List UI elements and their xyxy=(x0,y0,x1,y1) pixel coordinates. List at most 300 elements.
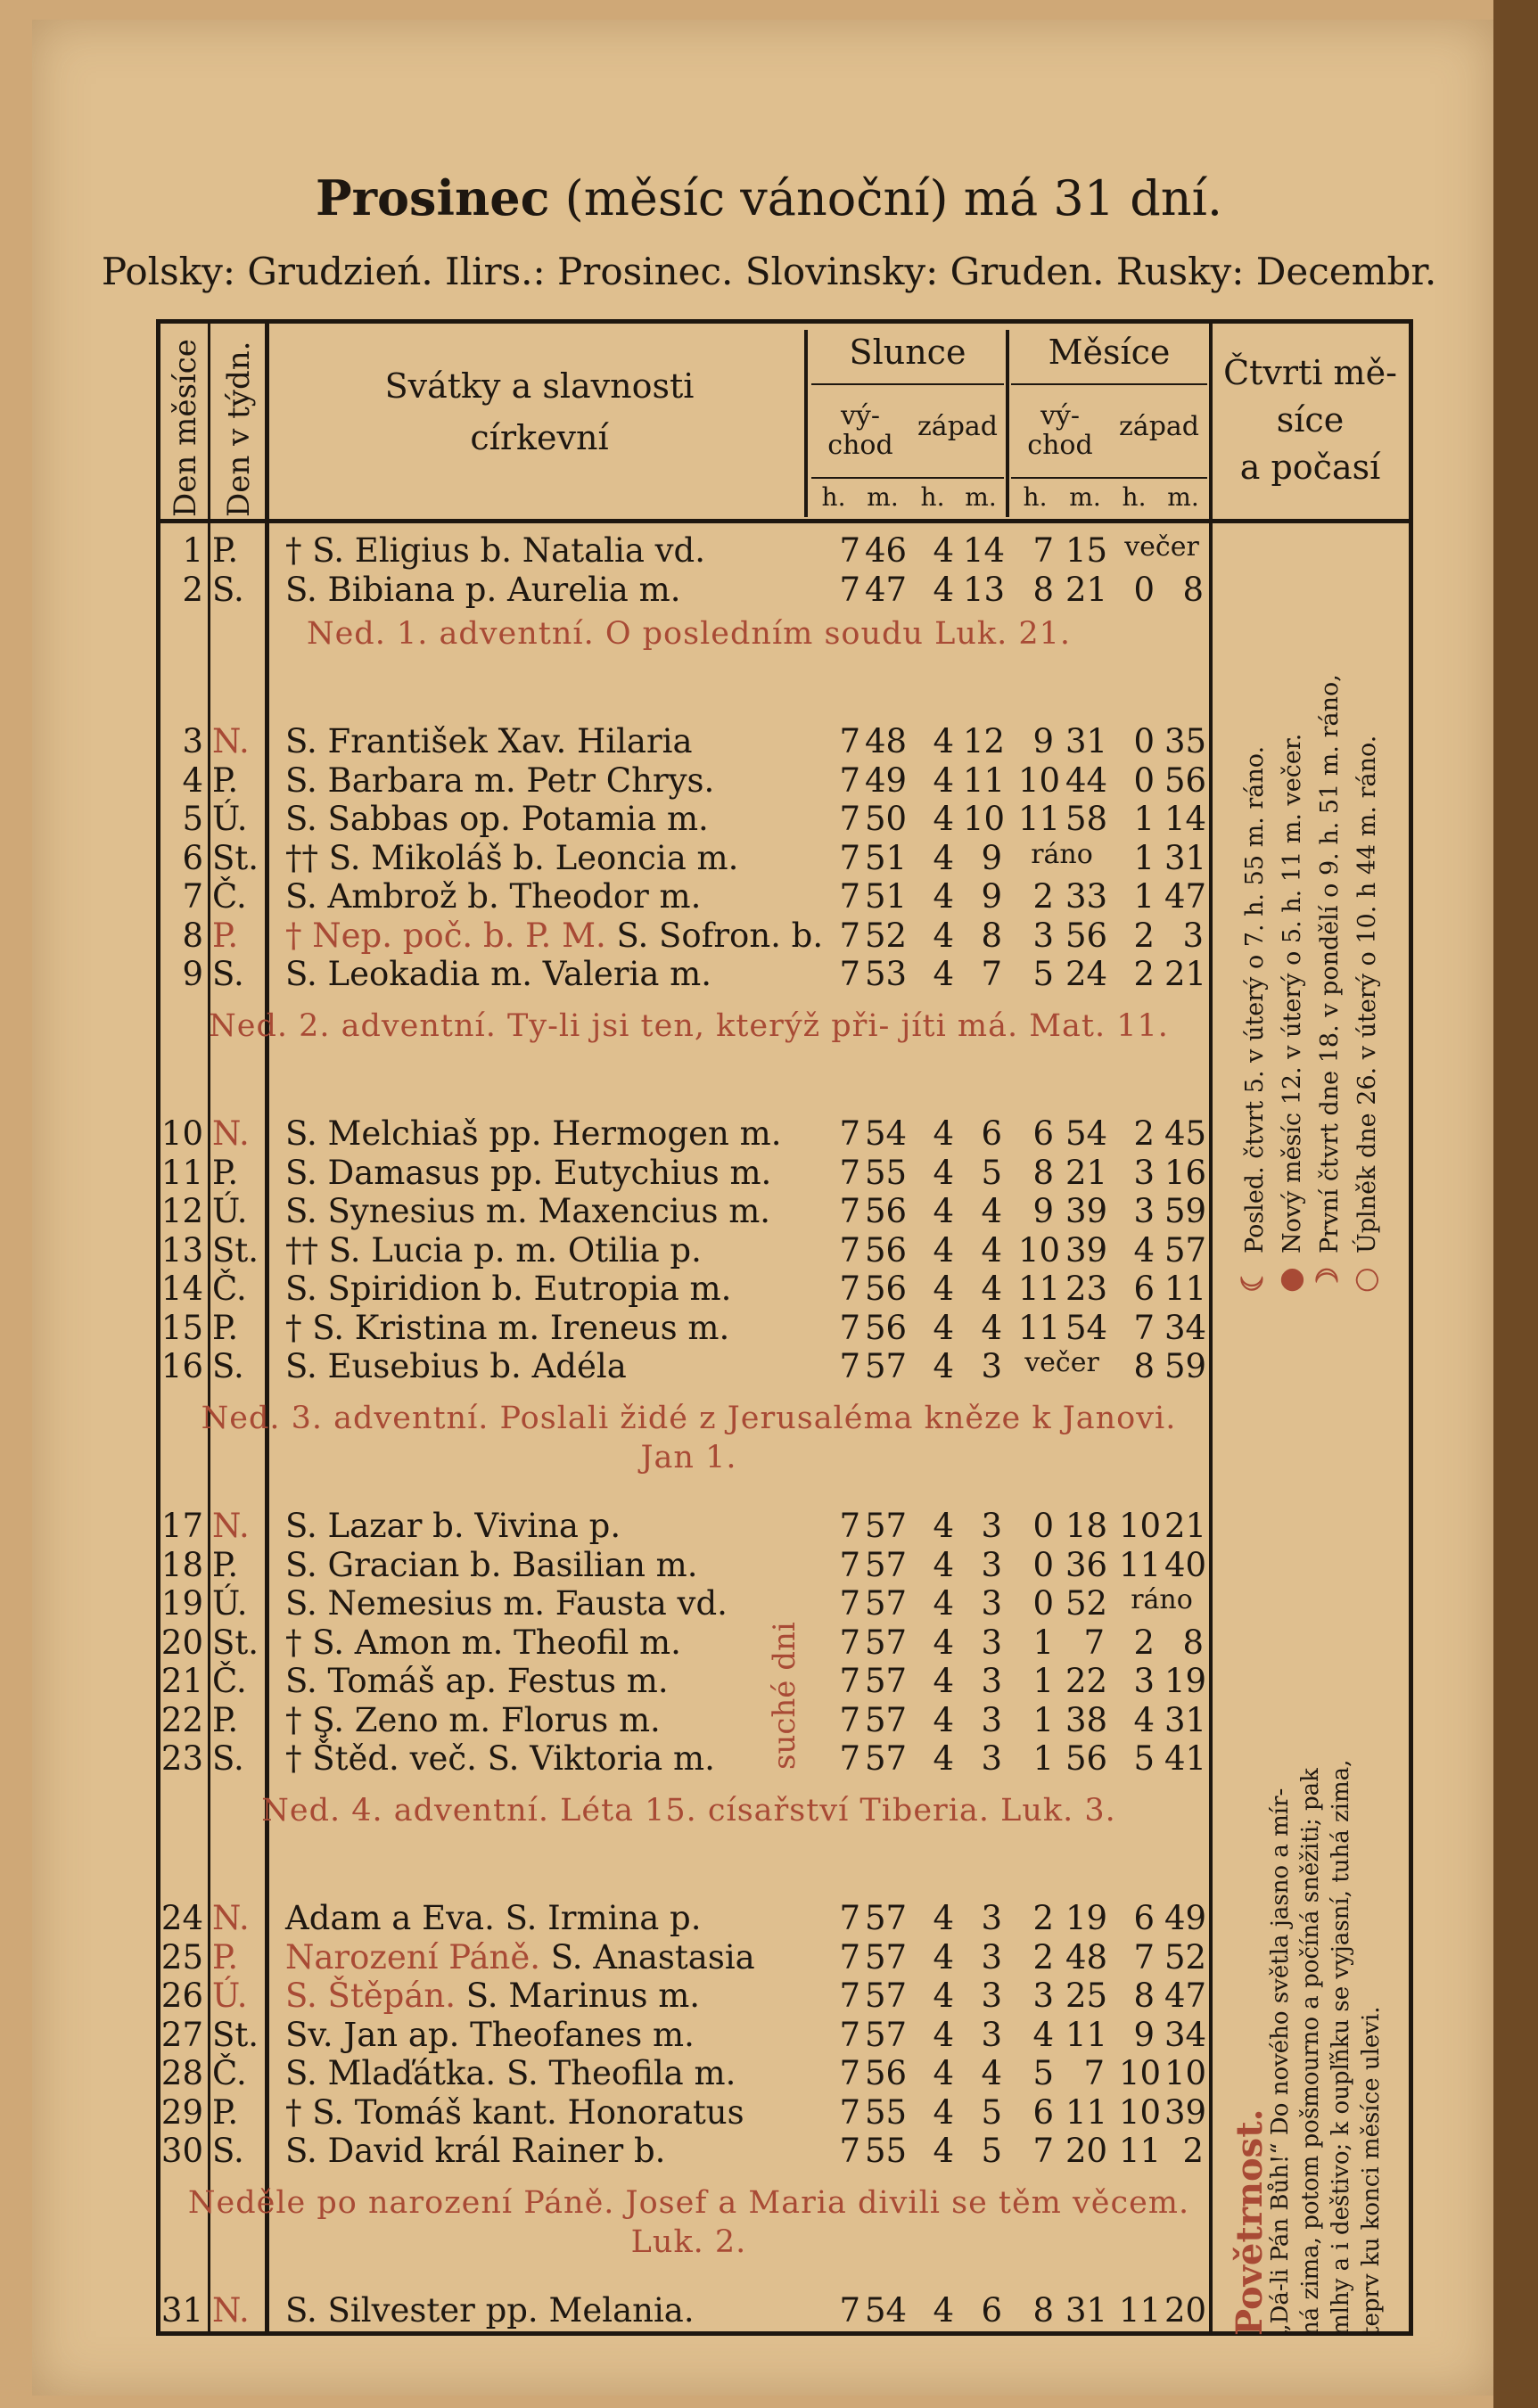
feast-name xyxy=(285,2016,695,2054)
day-number: 11 xyxy=(160,1153,203,1192)
sunday-note-2: Ned. 2. adventní. Ty-li jsi ten, kterýž při- jíti má. Mat. 11. xyxy=(209,1008,1169,1044)
day-number: 18 xyxy=(160,1545,203,1584)
sunset-minute: 9 xyxy=(981,877,1002,916)
feast-name xyxy=(285,1701,661,1739)
sunrise-hour: 7 xyxy=(839,1230,860,1270)
day-row xyxy=(160,1270,1210,1308)
moonset-hour: 7 xyxy=(1133,1308,1155,1347)
sunset-hour: 4 xyxy=(933,1662,954,1700)
sunrise-hour: 7 xyxy=(839,1545,860,1584)
sunset-minute: 3 xyxy=(981,1977,1002,2015)
moonset-hour: 0 xyxy=(1133,722,1155,760)
moonrise-minute: 52 xyxy=(1065,1584,1108,1623)
weekday: N. xyxy=(212,1899,250,1937)
moonrise-hour: 2 xyxy=(1032,877,1054,916)
header-moon-rise-1: vý- xyxy=(1040,400,1081,431)
feast-name-main: † S. Kristina m. Ireneus m. xyxy=(285,1308,730,1347)
weekday: St. xyxy=(212,1230,259,1270)
sunday-note-4: Ned. 4. adventní. Léta 15. císařství Tiberia. Luk. 3. xyxy=(261,1793,1116,1829)
feast-name-main: † S. Eligius b. Natalia vd. xyxy=(285,531,705,570)
moonrise-minute: 56 xyxy=(1065,1739,1108,1778)
weather-line: „Dá-li Pán Bůh!“ Do nového světla jasno a mír- xyxy=(1267,1788,1294,2336)
sunset-hour: 4 xyxy=(933,1937,954,1977)
moonset-minute: 52 xyxy=(1164,1937,1207,1977)
moonset-minute: 10 xyxy=(1164,2054,1207,2092)
feast-name xyxy=(285,2093,744,2132)
moonrise-hour: 8 xyxy=(1032,570,1054,609)
sunrise-hour: 7 xyxy=(839,838,860,877)
sunset-minute: 5 xyxy=(981,2092,1002,2132)
sunrise-minute: 57 xyxy=(865,2015,908,2054)
sun-unit-rule xyxy=(811,477,1004,479)
feast-name xyxy=(285,1270,731,1308)
day-row xyxy=(160,2093,1210,2132)
moonset-word: večer xyxy=(1124,531,1199,563)
sunrise-minute: 57 xyxy=(865,1739,908,1778)
feast-name xyxy=(285,1584,728,1623)
sunrise-hour: 7 xyxy=(839,1899,860,1937)
moonset-minute: 11 xyxy=(1164,1270,1207,1308)
unit-h-3: h. xyxy=(1023,482,1048,512)
weekday: N. xyxy=(212,1507,250,1545)
moonset-minute: 2 xyxy=(1182,2132,1204,2170)
day-number: 13 xyxy=(160,1230,203,1270)
first-quarter-icon: ☽ xyxy=(1310,1266,1345,1293)
feast-name-second: S. Marinus m. xyxy=(465,1977,701,2015)
moonrise-hour: 0 xyxy=(1032,1584,1054,1623)
moonset-minute: 41 xyxy=(1164,1739,1207,1778)
header-svatky-line1: Svátky a slavnosti xyxy=(384,366,695,406)
sunset-hour: 4 xyxy=(933,1270,954,1308)
moonrise-minute: 36 xyxy=(1065,1545,1108,1584)
moonset-hour: 4 xyxy=(1133,1700,1155,1739)
moonset-minute: 19 xyxy=(1164,1662,1207,1700)
day-row xyxy=(160,1192,1210,1230)
sunrise-hour: 7 xyxy=(839,1739,860,1778)
phase-text: Nový měsíc 12. v úterý o 5. h. 11 m. večer. xyxy=(1279,733,1306,1253)
moonrise-minute: 48 xyxy=(1065,1937,1108,1977)
unit-m-3: m. xyxy=(1069,482,1101,512)
sunrise-minute: 57 xyxy=(865,1937,908,1977)
weekday: P. xyxy=(212,2092,239,2132)
feast-name xyxy=(285,1938,755,1977)
moonrise-minute: 18 xyxy=(1065,1507,1108,1545)
sunset-minute: 3 xyxy=(981,1584,1002,1623)
feast-name-second: S. Sofron. b. xyxy=(616,916,824,955)
sunrise-minute: 51 xyxy=(865,877,908,916)
moonset-hour: 4 xyxy=(1133,1230,1155,1270)
weekday: Ú. xyxy=(212,1192,248,1230)
sunrise-hour: 7 xyxy=(839,1153,860,1192)
feast-name xyxy=(285,1114,781,1153)
moon-unit-rule xyxy=(1011,477,1207,479)
weekday: N. xyxy=(212,1114,250,1153)
feast-name-main: S. Leokadia m. Valeria m. xyxy=(285,955,712,993)
day-number: 27 xyxy=(160,2015,203,2054)
sunset-hour: 4 xyxy=(933,955,954,993)
sunrise-minute: 46 xyxy=(865,531,908,570)
feast-name xyxy=(285,839,738,877)
phase-text: Posled. čtvrt 5. v úterý o 7. h. 55 m. ráno. xyxy=(1241,745,1269,1253)
moonrise-hour: 2 xyxy=(1032,1937,1054,1977)
weekday: Č. xyxy=(212,1662,247,1700)
moon-sub-rule xyxy=(1011,383,1207,385)
sunrise-hour: 7 xyxy=(839,1584,860,1623)
moonset-hour: 10 xyxy=(1119,2092,1162,2132)
moonset-hour: 11 xyxy=(1119,2132,1162,2170)
day-row xyxy=(160,1114,1210,1153)
moonrise-minute: 33 xyxy=(1065,877,1108,916)
sunrise-minute: 47 xyxy=(865,570,908,609)
day-row xyxy=(160,571,1210,609)
sunrise-hour: 7 xyxy=(839,1270,860,1308)
sunrise-hour: 7 xyxy=(839,1937,860,1977)
day-row xyxy=(160,1701,1210,1739)
sunrise-hour: 7 xyxy=(839,1507,860,1545)
day-number: 22 xyxy=(160,1700,203,1739)
day-row xyxy=(160,2016,1210,2054)
moonrise-minute: 54 xyxy=(1065,1308,1108,1347)
moonset-minute: 21 xyxy=(1164,955,1207,993)
sunrise-hour: 7 xyxy=(839,877,860,916)
sunset-minute: 3 xyxy=(981,1899,1002,1937)
sunset-minute: 9 xyxy=(981,838,1002,877)
weekday: P. xyxy=(212,531,239,570)
sunrise-hour: 7 xyxy=(839,1114,860,1153)
moonrise-minute: 7 xyxy=(1083,1623,1105,1662)
sunset-minute: 4 xyxy=(981,1270,1002,1308)
sunrise-minute: 55 xyxy=(865,2092,908,2132)
day-row xyxy=(160,2132,1210,2170)
sunset-minute: 13 xyxy=(963,570,1006,609)
moonset-minute: 21 xyxy=(1164,1507,1207,1545)
sunrise-hour: 7 xyxy=(839,1192,860,1230)
sunset-hour: 4 xyxy=(933,2132,954,2170)
moonset-minute: 34 xyxy=(1164,1308,1207,1347)
moonrise-hour: 0 xyxy=(1032,1545,1054,1584)
sunrise-minute: 49 xyxy=(865,760,908,800)
moonrise-word: večer xyxy=(1024,1347,1099,1378)
moonset-hour: 0 xyxy=(1133,570,1155,609)
weekday: S. xyxy=(212,1739,244,1778)
sunset-hour: 4 xyxy=(933,1739,954,1778)
sunset-hour: 4 xyxy=(933,1545,954,1584)
day-row xyxy=(160,1938,1210,1977)
day-number: 25 xyxy=(160,1937,203,1977)
sunset-hour: 4 xyxy=(933,877,954,916)
sunset-hour: 4 xyxy=(933,2092,954,2132)
sunrise-hour: 7 xyxy=(839,1308,860,1347)
sun-sub-rule xyxy=(811,383,1004,385)
moonset-hour: 10 xyxy=(1119,2054,1162,2092)
col-rule-sun xyxy=(804,330,808,517)
feast-name xyxy=(285,877,701,916)
sunday-note-3: Ned. 3. adventní. Poslali židé z Jerusaléma kněze k Janovi. Jan 1. xyxy=(201,1401,1177,1475)
day-row xyxy=(160,1584,1210,1623)
sunset-hour: 4 xyxy=(933,2015,954,2054)
weekday: Ú. xyxy=(212,1584,248,1623)
day-number: 6 xyxy=(182,838,203,877)
sunset-minute: 5 xyxy=(981,1153,1002,1192)
weather-forecast xyxy=(1229,1759,1386,2336)
moonset-minute: 39 xyxy=(1164,2092,1207,2132)
sunrise-hour: 7 xyxy=(839,2291,860,2330)
moonrise-minute: 22 xyxy=(1065,1662,1108,1700)
moonrise-minute: 23 xyxy=(1065,1270,1108,1308)
sunset-hour: 4 xyxy=(933,1507,954,1545)
header-sun-rise xyxy=(811,401,909,460)
day-row xyxy=(160,916,1210,955)
sunset-hour: 4 xyxy=(933,1153,954,1192)
moonset-hour: 1 xyxy=(1133,838,1155,877)
day-number: 3 xyxy=(182,722,203,760)
feast-name-main: S. Lazar b. Vivina p. xyxy=(285,1507,621,1545)
feast-name xyxy=(285,1192,770,1230)
sunrise-minute: 52 xyxy=(865,916,908,955)
sunrise-minute: 56 xyxy=(865,1270,908,1308)
moonset-minute: 45 xyxy=(1164,1114,1207,1153)
page-subtitle: Polsky: Grudzień. Ilirs.: Prosinec. Slovinsky: Gruden. Rusky: Decembr. xyxy=(101,250,1437,293)
moonrise-minute: 21 xyxy=(1065,1153,1108,1192)
sunset-minute: 4 xyxy=(981,1192,1002,1230)
weekday: P. xyxy=(212,760,239,800)
moonset-hour: 9 xyxy=(1133,2015,1155,2054)
feast-name-main: †† S. Mikoláš b. Leoncia m. xyxy=(285,838,739,877)
sunrise-minute: 57 xyxy=(865,1347,908,1385)
sunday-note-5: Neděle po narození Páně. Josef a Maria divili se těm věcem. Luk. 2. xyxy=(187,2185,1190,2260)
weekday: S. xyxy=(212,1347,244,1385)
feast-name xyxy=(285,1154,771,1192)
feast-name-main: Adam a Eva. S. Irmina p. xyxy=(285,1899,702,1937)
moonset-hour: 8 xyxy=(1133,1347,1155,1385)
feast-name xyxy=(285,1623,681,1662)
moonrise-minute: 11 xyxy=(1065,2015,1108,2054)
header-den-mesice: Den měsíce xyxy=(168,339,203,517)
weather-title: Povětrnost. xyxy=(1229,2108,1271,2336)
moonrise-minute: 56 xyxy=(1065,916,1108,955)
moonset-minute: 56 xyxy=(1164,760,1207,800)
weekday: Č. xyxy=(212,1270,247,1308)
moonset-minute: 35 xyxy=(1164,722,1207,760)
moonset-hour: 2 xyxy=(1133,916,1155,955)
moonrise-hour: 8 xyxy=(1032,2291,1054,2330)
header-bottom-rule xyxy=(156,519,1413,523)
sunset-minute: 8 xyxy=(981,916,1002,955)
sunset-hour: 4 xyxy=(933,838,954,877)
sunrise-hour: 7 xyxy=(839,760,860,800)
day-number: 21 xyxy=(160,1662,203,1700)
sunrise-hour: 7 xyxy=(839,2015,860,2054)
day-number: 31 xyxy=(160,2291,203,2330)
moonset-hour: 10 xyxy=(1119,1507,1162,1545)
day-number: 8 xyxy=(182,916,203,955)
day-row xyxy=(160,839,1210,877)
header-ctvrti-2: síce xyxy=(1276,400,1345,440)
sunrise-hour: 7 xyxy=(839,800,860,838)
sunrise-minute: 57 xyxy=(865,1623,908,1662)
moonset-hour: 6 xyxy=(1133,1270,1155,1308)
col-rule-moon xyxy=(1006,330,1009,517)
day-number: 12 xyxy=(160,1192,203,1230)
feast-name-main: †† S. Lucia p. m. Otilia p. xyxy=(285,1230,702,1270)
day-number: 9 xyxy=(182,955,203,993)
day-row xyxy=(160,1739,1210,1778)
feast-name xyxy=(285,1347,627,1385)
moonset-hour: 8 xyxy=(1133,1977,1155,2015)
moonset-hour: 11 xyxy=(1119,1545,1162,1584)
feast-name-main: S. Melchiaš pp. Hermogen m. xyxy=(285,1114,782,1153)
feast-name-main: S. Synesius m. Maxencius m. xyxy=(285,1192,771,1230)
moonset-hour: 3 xyxy=(1133,1153,1155,1192)
header-moon-rise xyxy=(1011,401,1109,460)
weekday: P. xyxy=(212,1937,239,1977)
sunrise-minute: 57 xyxy=(865,1545,908,1584)
sunset-minute: 12 xyxy=(963,722,1006,760)
moonrise-hour: 6 xyxy=(1032,1114,1054,1153)
moonrise-hour: 4 xyxy=(1032,2015,1054,2054)
moonset-minute: 8 xyxy=(1182,570,1204,609)
feast-name-main: † S. Amon m. Theofil m. xyxy=(285,1623,681,1662)
day-row xyxy=(160,800,1210,838)
title-month: Prosinec xyxy=(315,169,550,226)
sunrise-minute: 56 xyxy=(865,1230,908,1270)
day-number: 16 xyxy=(160,1347,203,1385)
feast-name xyxy=(285,1309,729,1347)
moonrise-hour: 8 xyxy=(1032,1153,1054,1192)
feast-name xyxy=(285,722,693,760)
sunrise-hour: 7 xyxy=(839,916,860,955)
day-row xyxy=(160,1623,1210,1662)
day-number: 15 xyxy=(160,1308,203,1347)
sunrise-minute: 57 xyxy=(865,1977,908,2015)
moonset-minute: 59 xyxy=(1164,1347,1207,1385)
feast-name-main: S. Mlaďátka. S. Theofila m. xyxy=(285,2054,736,2092)
moonrise-hour: 5 xyxy=(1032,2054,1054,2092)
moonrise-word: ráno xyxy=(1031,838,1093,870)
moonrise-hour: 1 xyxy=(1032,1662,1054,1700)
moonset-minute: 34 xyxy=(1164,2015,1207,2054)
weather-line: mlhy a i deštivo; k oupľňku se vyjasní, tuhá zima, xyxy=(1328,1759,1354,2336)
feast-name-main: S. Sabbas op. Potamia m. xyxy=(285,800,709,838)
header-mesice: Měsíce xyxy=(1048,333,1171,372)
moonrise-hour: 5 xyxy=(1032,955,1054,993)
sunrise-hour: 7 xyxy=(839,1977,860,2015)
phase-last-quarter xyxy=(1235,674,1272,1293)
sunset-minute: 3 xyxy=(981,1545,1002,1584)
feast-name xyxy=(285,955,711,993)
moonset-hour: 2 xyxy=(1133,955,1155,993)
day-row xyxy=(160,1507,1210,1545)
sunrise-minute: 57 xyxy=(865,1700,908,1739)
sunset-minute: 3 xyxy=(981,1739,1002,1778)
moonset-hour: 2 xyxy=(1133,1114,1155,1153)
sunrise-minute: 56 xyxy=(865,1192,908,1230)
moonset-minute: 3 xyxy=(1182,916,1204,955)
sunrise-minute: 54 xyxy=(865,1114,908,1153)
unit-m-1: m. xyxy=(867,482,899,512)
sunrise-hour: 7 xyxy=(839,1347,860,1385)
unit-m-2: m. xyxy=(965,482,997,512)
header-ctvrti-3: a počasí xyxy=(1239,448,1381,488)
moonset-hour: 5 xyxy=(1133,1739,1155,1778)
moonset-minute: 31 xyxy=(1164,1700,1207,1739)
weekday: P. xyxy=(212,1700,239,1739)
book-spine xyxy=(1493,0,1538,2408)
day-number: 4 xyxy=(182,760,203,800)
sunrise-minute: 56 xyxy=(865,1308,908,1347)
moonrise-minute: 54 xyxy=(1065,1114,1108,1153)
sunrise-minute: 57 xyxy=(865,1584,908,1623)
day-row xyxy=(160,1309,1210,1347)
weekday: S. xyxy=(212,955,244,993)
moonrise-hour: 1 xyxy=(1032,1623,1054,1662)
moonrise-hour: 0 xyxy=(1032,1507,1054,1545)
day-row xyxy=(160,877,1210,916)
feast-name-main: S. Eusebius b. Adéla xyxy=(285,1347,627,1385)
feast-name-main: S. Spiridion b. Eutropia m. xyxy=(285,1270,732,1308)
day-row xyxy=(160,1662,1210,1700)
feast-name-main: † S. Tomáš kant. Honoratus xyxy=(285,2092,744,2132)
weekday: Č. xyxy=(212,877,247,916)
day-row xyxy=(160,955,1210,993)
phase-first-quarter xyxy=(1310,674,1347,1293)
sunrise-minute: 55 xyxy=(865,2132,908,2170)
page-title xyxy=(0,169,1538,226)
feast-name xyxy=(285,1231,702,1270)
sunset-minute: 3 xyxy=(981,1937,1002,1977)
feast-name-second: S. Anastasia xyxy=(550,1937,755,1977)
sunset-hour: 4 xyxy=(933,760,954,800)
weekday: Č. xyxy=(212,2054,247,2092)
day-row xyxy=(160,1347,1210,1385)
sunset-hour: 4 xyxy=(933,1308,954,1347)
sunset-hour: 4 xyxy=(933,722,954,760)
phase-full-moon xyxy=(1347,674,1385,1293)
header-den-tydne: Den v týdn. xyxy=(221,341,257,517)
sunrise-minute: 53 xyxy=(865,955,908,993)
feast-name xyxy=(285,800,709,838)
day-number: 20 xyxy=(160,1623,203,1662)
feast-name-main: S. Barbara m. Petr Chrys. xyxy=(285,760,715,800)
feast-name xyxy=(285,531,705,570)
moonset-hour: 7 xyxy=(1133,1937,1155,1977)
feast-name-main: S. Damasus pp. Eutychius m. xyxy=(285,1153,772,1192)
day-row xyxy=(160,1546,1210,1584)
moonrise-hour: 2 xyxy=(1032,1899,1054,1937)
sunrise-hour: 7 xyxy=(839,1662,860,1700)
moonrise-hour: 7 xyxy=(1032,531,1054,570)
sunset-minute: 3 xyxy=(981,1700,1002,1739)
day-number: 2 xyxy=(182,570,203,609)
sunset-minute: 5 xyxy=(981,2132,1002,2170)
moonrise-minute: 31 xyxy=(1065,722,1108,760)
day-number: 7 xyxy=(182,877,203,916)
sunset-hour: 4 xyxy=(933,1192,954,1230)
header-svatky xyxy=(276,366,802,459)
sunset-minute: 4 xyxy=(981,1230,1002,1270)
day-number: 23 xyxy=(160,1739,203,1778)
moonset-hour: 0 xyxy=(1133,760,1155,800)
feast-name-main: S. Nemesius m. Fausta vd. xyxy=(285,1584,728,1623)
day-row xyxy=(160,2054,1210,2092)
sunset-minute: 6 xyxy=(981,2291,1002,2330)
moonrise-minute: 58 xyxy=(1065,800,1108,838)
feast-name-main: Sv. Jan ap. Theofanes m. xyxy=(285,2015,695,2054)
moonset-hour: 3 xyxy=(1133,1662,1155,1700)
moonrise-minute: 21 xyxy=(1065,570,1108,609)
weekday: S. xyxy=(212,570,244,609)
day-number: 1 xyxy=(182,531,203,570)
